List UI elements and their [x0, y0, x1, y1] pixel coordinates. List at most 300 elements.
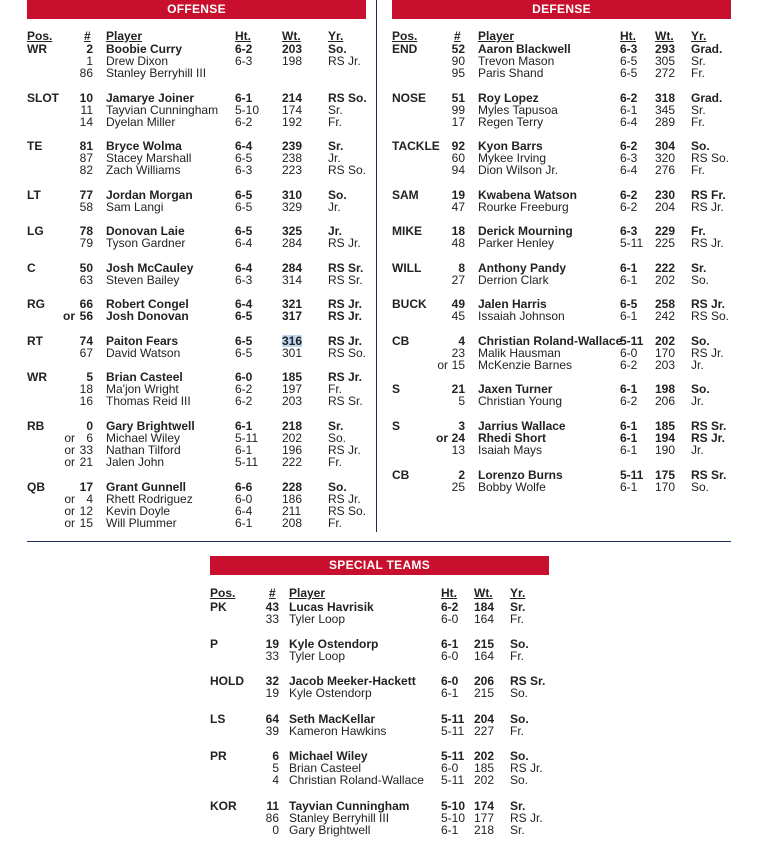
player-year: RS Sr. [328, 394, 363, 408]
player-year: So. [328, 431, 347, 445]
player-year: Fr. [691, 115, 705, 129]
jersey-number: 21 [79, 455, 93, 469]
jersey-number: 6 [272, 749, 279, 763]
player-row [392, 444, 737, 456]
jersey-number: 60 [451, 151, 465, 165]
header-ht: Ht. [620, 29, 636, 43]
player-height: 6-0 [620, 346, 638, 360]
player-name: Boobie Curry [106, 42, 183, 56]
player-row [27, 371, 372, 383]
player-name: Roy Lopez [478, 91, 539, 105]
player-weight: 196 [282, 443, 303, 457]
jersey-number: 10 [79, 91, 93, 105]
jersey-number: 27 [451, 273, 465, 287]
player-year: So. [691, 334, 710, 348]
jersey-number: 24 [451, 431, 465, 445]
player-row [27, 517, 372, 529]
player-row [210, 687, 555, 699]
player-name: Christian Roland-Wallace [289, 773, 424, 787]
player-name: Will Plummer [106, 516, 177, 530]
position-label: CB [392, 334, 410, 348]
header-wt: Wt. [282, 29, 301, 43]
player-row [27, 395, 372, 407]
position-label: WR [27, 42, 47, 56]
player-height: 5-11 [620, 468, 644, 482]
player-weight: 164 [474, 649, 495, 663]
position-label: MIKE [392, 224, 422, 238]
player-weight: 310 [282, 188, 303, 202]
player-name: Anthony Pandy [478, 261, 567, 275]
player-height: 6-2 [620, 188, 638, 202]
position-group [392, 383, 737, 407]
player-height: 6-5 [620, 297, 638, 311]
player-year: RS Sr. [691, 468, 727, 482]
player-row [392, 262, 737, 274]
player-height: 6-1 [235, 91, 253, 105]
header-ht: Ht. [441, 586, 457, 600]
player-height: 6-1 [235, 443, 253, 457]
position-group [392, 225, 737, 249]
jersey-number: 77 [79, 188, 93, 202]
jersey-number: 95 [451, 66, 465, 80]
player-height: 6-5 [235, 346, 253, 360]
player-name: Malik Hausman [478, 346, 561, 360]
player-weight: 174 [474, 799, 495, 813]
player-weight: 170 [655, 480, 676, 494]
player-name: Gary Brightwell [106, 419, 195, 433]
player-year: RS Jr. [328, 236, 361, 250]
player-weight: 170 [655, 346, 676, 360]
jersey-number: 43 [265, 600, 279, 614]
player-name: Mykee Irving [478, 151, 547, 165]
player-height: 6-4 [235, 261, 253, 275]
player-height: 6-1 [620, 273, 638, 287]
position-group [210, 750, 555, 786]
player-year: RS Sr. [510, 674, 546, 688]
jersey-number: 45 [451, 309, 465, 323]
jersey-number: 16 [79, 394, 93, 408]
player-year: Sr. [510, 600, 526, 614]
player-height: 6-1 [620, 309, 638, 323]
position-group [392, 92, 737, 128]
player-name: Paiton Fears [106, 334, 179, 348]
player-row [27, 481, 372, 493]
position-label: END [392, 42, 418, 56]
player-row [210, 812, 555, 824]
jersey-number: 1 [86, 54, 93, 68]
player-weight: 204 [655, 200, 676, 214]
player-year: Fr. [691, 224, 706, 238]
or-label: or [64, 492, 75, 506]
player-year: Jr. [328, 200, 341, 214]
player-name: Michael Wiley [289, 749, 368, 763]
player-weight: 215 [474, 686, 495, 700]
player-name: Jarrius Wallace [478, 419, 566, 433]
player-row [392, 481, 737, 493]
jersey-number: 94 [451, 163, 465, 177]
player-name: Kevin Doyle [106, 504, 171, 518]
player-year: Fr. [328, 382, 342, 396]
player-height: 6-1 [441, 686, 459, 700]
player-row [27, 493, 372, 505]
position-group [27, 371, 372, 407]
player-height: 6-1 [441, 637, 459, 651]
player-row [392, 164, 737, 176]
player-weight: 198 [655, 382, 676, 396]
player-year: So. [328, 42, 347, 56]
player-name: Brian Casteel [106, 370, 183, 384]
player-year: So. [328, 188, 347, 202]
player-year: Fr. [328, 115, 342, 129]
player-row [392, 432, 737, 444]
jersey-number: 39 [265, 724, 279, 738]
player-weight: 229 [655, 224, 676, 238]
player-row [210, 750, 555, 762]
player-name: Grant Gunnell [106, 480, 187, 494]
player-weight: 225 [655, 236, 676, 250]
jersey-number: 17 [79, 480, 93, 494]
offense-header [27, 30, 367, 43]
jersey-number: 11 [266, 799, 279, 813]
position-label: LT [27, 188, 41, 202]
or-label: or [64, 431, 75, 445]
player-weight: 320 [655, 151, 676, 165]
player-row [27, 505, 372, 517]
jersey-number: 63 [79, 273, 93, 287]
player-name: Zach Williams [106, 163, 181, 177]
player-name: Trevon Mason [478, 54, 555, 68]
header-pos: Pos. [27, 29, 53, 43]
player-year: Sr. [510, 823, 525, 837]
player-weight: 185 [282, 370, 303, 384]
player-year: Sr. [691, 103, 706, 117]
jersey-number: 50 [79, 261, 93, 275]
player-row [392, 92, 737, 104]
position-label: S [392, 419, 401, 433]
header-ht: Ht. [235, 29, 251, 43]
player-name: David Watson [106, 346, 181, 360]
player-row [27, 347, 372, 359]
or-label: or [63, 309, 75, 323]
player-year: RS So. [328, 504, 367, 518]
player-row [392, 201, 737, 213]
special-teams-banner: SPECIAL TEAMS [210, 556, 549, 575]
player-height: 6-5 [235, 334, 253, 348]
player-weight: 222 [655, 261, 676, 275]
player-row [27, 140, 372, 152]
header-num: # [454, 29, 461, 43]
player-name: Gary Brightwell [289, 823, 371, 837]
position-group [392, 298, 737, 322]
player-weight: 185 [655, 419, 676, 433]
jersey-number: 32 [265, 674, 279, 688]
player-row [27, 152, 372, 164]
player-name: Nathan Tilford [106, 443, 181, 457]
jersey-number: 52 [451, 42, 465, 56]
player-name: Regen Terry [478, 115, 544, 129]
player-height: 5-11 [441, 773, 465, 787]
header-num: # [269, 586, 276, 600]
player-height: 5-11 [441, 724, 465, 738]
player-year: Jr. [328, 224, 343, 238]
player-name: Isaiah Mays [478, 443, 543, 457]
player-height: 6-1 [620, 431, 638, 445]
player-year: So. [510, 686, 529, 700]
player-name: Paris Shand [478, 66, 544, 80]
player-name: Robert Congel [106, 297, 189, 311]
player-row [392, 359, 737, 371]
position-group [27, 189, 372, 213]
player-row [27, 237, 372, 249]
jersey-number: 33 [265, 649, 279, 663]
position-group [392, 469, 737, 493]
jersey-number: 48 [451, 236, 465, 250]
player-row [210, 613, 555, 625]
player-weight: 318 [655, 91, 676, 105]
player-year: Sr. [328, 419, 344, 433]
player-weight: 321 [282, 297, 303, 311]
player-height: 6-5 [235, 200, 253, 214]
jersey-number: 5 [86, 370, 93, 384]
player-year: RS Sr. [328, 261, 364, 275]
player-year: Jr. [328, 151, 341, 165]
position-group [210, 713, 555, 737]
player-height: 6-4 [620, 115, 638, 129]
player-row [392, 55, 737, 67]
position-group [27, 225, 372, 249]
player-weight: 206 [474, 674, 495, 688]
position-label: RG [27, 297, 45, 311]
player-weight: 186 [282, 492, 303, 506]
jersey-number: 82 [79, 163, 93, 177]
jersey-number: 21 [451, 382, 465, 396]
player-row [392, 469, 737, 481]
jersey-number: 12 [79, 504, 93, 518]
header-num: # [84, 29, 91, 43]
player-year: So. [328, 480, 347, 494]
jersey-number: 14 [79, 115, 93, 129]
jersey-number: 15 [451, 358, 465, 372]
position-group [27, 420, 372, 468]
position-label: KOR [210, 799, 237, 813]
player-weight: 223 [282, 163, 303, 177]
jersey-number: 58 [79, 200, 93, 214]
player-name: Issaiah Johnson [478, 309, 565, 323]
player-year: RS Jr. [328, 297, 363, 311]
player-height: 5-11 [441, 749, 465, 763]
player-height: 6-3 [620, 42, 638, 56]
position-label: LG [27, 224, 44, 238]
player-height: 6-5 [620, 54, 638, 68]
player-weight: 197 [282, 382, 303, 396]
player-weight: 174 [282, 103, 303, 117]
player-name: Josh McCauley [106, 261, 194, 275]
jersey-number: 4 [458, 334, 465, 348]
player-name: Kwabena Watson [478, 188, 577, 202]
player-weight: 204 [474, 712, 495, 726]
player-weight: 215 [474, 637, 495, 651]
player-height: 6-1 [620, 443, 638, 457]
player-name: Christian Roland-Wallace [478, 334, 623, 348]
jersey-number: 18 [79, 382, 93, 396]
player-weight: 218 [282, 419, 303, 433]
player-height: 6-0 [441, 674, 459, 688]
jersey-number: 19 [451, 188, 465, 202]
jersey-number: 3 [458, 419, 465, 433]
player-weight: 202 [655, 273, 676, 287]
player-year: Jr. [691, 443, 704, 457]
player-year: RS Jr. [691, 236, 724, 250]
player-weight: 222 [282, 455, 303, 469]
player-height: 6-4 [235, 504, 253, 518]
player-year: RS Jr. [328, 54, 361, 68]
column-divider [376, 0, 377, 532]
section-divider [27, 541, 731, 542]
player-weight: 203 [282, 42, 303, 56]
player-height: 6-1 [620, 103, 638, 117]
player-year: Fr. [328, 455, 342, 469]
player-name: Aaron Blackwell [478, 42, 571, 56]
jersey-number: 74 [79, 334, 93, 348]
player-height: 6-0 [441, 612, 459, 626]
player-weight: 314 [282, 273, 303, 287]
jersey-number: 23 [451, 346, 465, 360]
player-name: Jordan Morgan [106, 188, 193, 202]
header-pos: Pos. [210, 586, 236, 600]
position-label: LS [210, 712, 226, 726]
jersey-number: 78 [79, 224, 93, 238]
player-height: 5-11 [620, 334, 644, 348]
player-height: 5-10 [235, 103, 260, 117]
position-label: WILL [392, 261, 422, 275]
jersey-number: 13 [451, 443, 465, 457]
player-height: 6-2 [235, 115, 253, 129]
player-row [27, 274, 372, 286]
player-name: Kyle Ostendorp [289, 686, 372, 700]
player-height: 6-5 [235, 309, 253, 323]
position-group [27, 481, 372, 529]
header-player: Player [289, 586, 326, 600]
jersey-number: 99 [451, 103, 465, 117]
player-height: 6-2 [620, 200, 638, 214]
player-row [392, 310, 737, 322]
player-height: 6-4 [235, 297, 253, 311]
player-height: 6-2 [620, 91, 638, 105]
position-group [27, 262, 372, 286]
player-height: 6-3 [620, 224, 638, 238]
player-row [392, 67, 737, 79]
header-yr: Yr. [328, 29, 344, 43]
player-year: Jr. [691, 358, 704, 372]
jersey-number: 92 [451, 139, 465, 153]
player-name: Jamarye Joiner [106, 91, 195, 105]
player-height: 6-1 [441, 823, 459, 837]
player-row [27, 116, 372, 128]
player-weight: 305 [655, 54, 676, 68]
header-yr: Yr. [691, 29, 707, 43]
jersey-number: 86 [79, 66, 93, 80]
or-label: or [436, 431, 448, 445]
jersey-number: 18 [451, 224, 465, 238]
position-label: WR [27, 370, 47, 384]
player-name: Derick Mourning [478, 224, 573, 238]
player-height: 6-3 [235, 163, 253, 177]
player-name: Stacey Marshall [106, 151, 192, 165]
jersey-number: 11 [80, 103, 93, 117]
position-label: SAM [392, 188, 419, 202]
player-row [27, 43, 372, 55]
player-height: 5-11 [620, 236, 644, 250]
player-weight: 258 [655, 297, 676, 311]
player-year: Sr. [328, 139, 344, 153]
position-group [210, 800, 555, 836]
position-label: QB [27, 480, 45, 494]
player-row [27, 310, 372, 322]
player-weight: 194 [655, 431, 676, 445]
jersey-number: 0 [86, 419, 93, 433]
player-name: Derrion Clark [478, 273, 549, 287]
player-name: Lucas Havrisik [289, 600, 374, 614]
player-row [210, 774, 555, 786]
player-row [210, 675, 555, 687]
special-teams-header [210, 587, 550, 600]
jersey-number: 17 [451, 115, 465, 129]
jersey-number: 90 [451, 54, 465, 68]
player-year: Sr. [691, 54, 706, 68]
player-name: Jalen John [106, 455, 165, 469]
player-weight: 185 [474, 761, 495, 775]
jersey-number: 51 [451, 91, 465, 105]
player-name: Seth MacKellar [289, 712, 376, 726]
jersey-number: 47 [451, 200, 465, 214]
player-name: Michael Wiley [106, 431, 181, 445]
player-name: Stanley Berryhill III [106, 66, 207, 80]
player-weight: 239 [282, 139, 303, 153]
position-group [392, 189, 737, 213]
position-group [210, 638, 555, 662]
player-weight: 202 [474, 773, 495, 787]
player-name: Dyelan Miller [106, 115, 176, 129]
position-label: PR [210, 749, 227, 763]
player-height: 6-1 [620, 382, 638, 396]
player-height: 6-0 [235, 370, 253, 384]
player-row [27, 201, 372, 213]
player-year: Sr. [328, 103, 343, 117]
player-name: Tyler Loop [289, 612, 346, 626]
jersey-number: 19 [265, 686, 279, 700]
player-year: RS Jr. [328, 443, 361, 457]
player-weight: 242 [655, 309, 676, 323]
player-name: Myles Tapusoa [478, 103, 558, 117]
player-height: 6-3 [235, 54, 253, 68]
jersey-number: 33 [79, 443, 93, 457]
or-label: or [64, 516, 75, 530]
position-label: BUCK [392, 297, 427, 311]
player-row [392, 274, 737, 286]
player-name: Kameron Hawkins [289, 724, 387, 738]
player-name: Rourke Freeburg [478, 200, 569, 214]
player-name: Dion Wilson Jr. [478, 163, 559, 177]
player-year: RS Sr. [691, 419, 727, 433]
player-row [27, 383, 372, 395]
player-name: Tayvian Cunningham [106, 103, 219, 117]
player-year: RS Jr. [328, 370, 363, 384]
player-height: 6-3 [235, 273, 253, 287]
player-height: 6-1 [620, 419, 638, 433]
position-label: P [210, 637, 219, 651]
player-weight: 192 [282, 115, 303, 129]
jersey-number: 67 [79, 346, 93, 360]
